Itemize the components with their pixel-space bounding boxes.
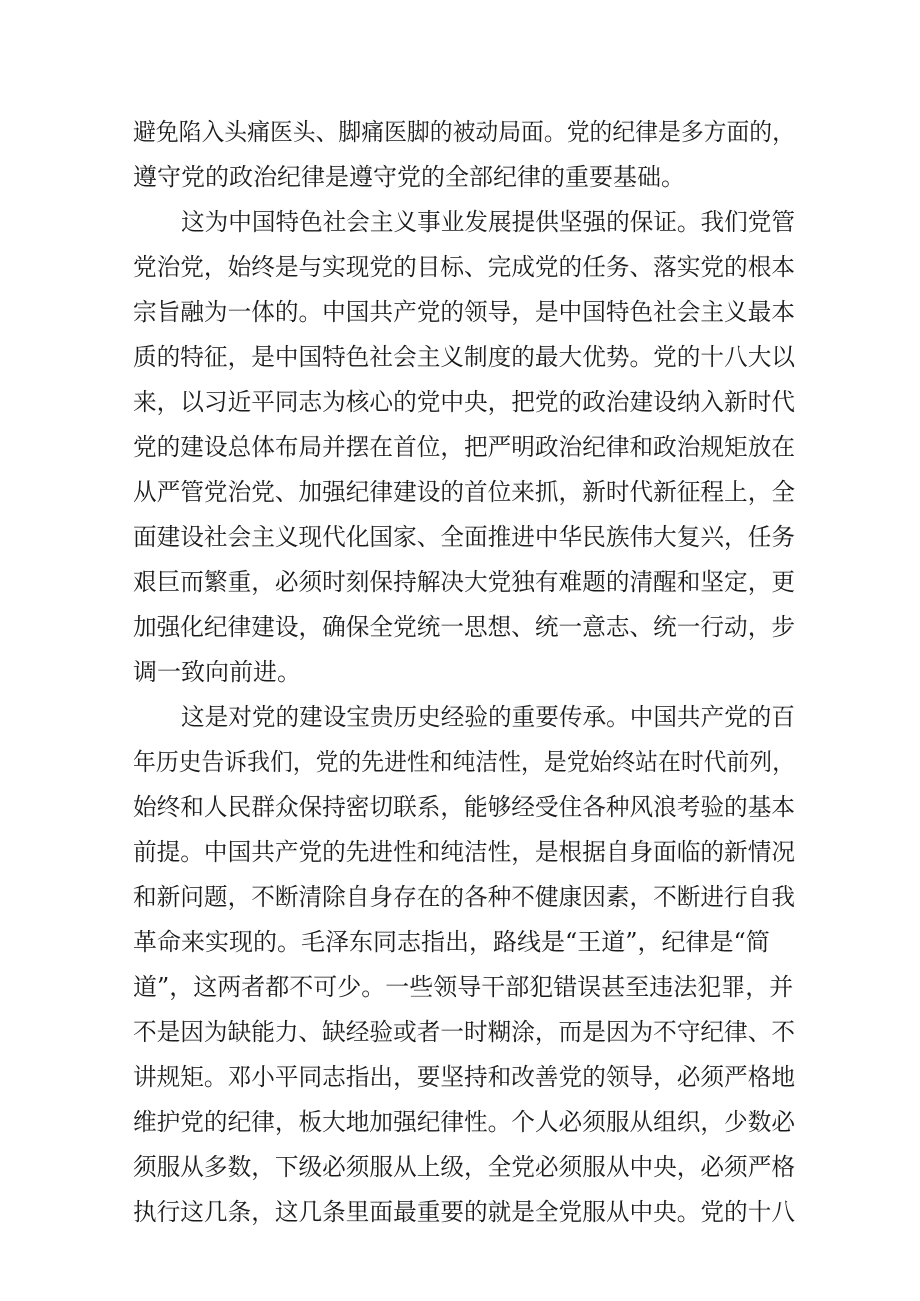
text-line: 不是因为缺能力、缺经验或者一时糊涂，而是因为不守纪律、不 <box>133 1018 795 1046</box>
text-line: 前提。中国共产党的先进性和纯洁性，是根据自身面临的新情况 <box>133 838 795 866</box>
text-line: 和新问题，不断清除自身存在的各种不健康因素，不断进行自我 <box>133 883 795 911</box>
text-line: 面建设社会主义现代化国家、全面推进中华民族伟大复兴，任务 <box>133 523 795 551</box>
text-line: 调一致向前进。 <box>133 658 301 686</box>
text-line: 维护党的纪律，板大地加强纪律性。个人必须服从组织，少数必 <box>133 1108 795 1136</box>
text-line: 加强化纪律建设，确保全党统一思想、统一意志、统一行动，步 <box>133 613 795 641</box>
text-line: 始终和人民群众保持密切联系，能够经受住各种风浪考验的基本 <box>133 793 795 821</box>
text-line: 须服从多数，下级必须服从上级，全党必须服从中央，必须严格 <box>133 1153 795 1181</box>
text-line: 执行这几条，这几条里面最重要的就是全党服从中央。党的十八 <box>133 1198 795 1226</box>
text-line: 道”，这两者都不可少。一些领导干部犯错误甚至违法犯罪，并 <box>133 973 794 1001</box>
text-line: 避免陷入头痛医头、脚痛医脚的被动局面。党的纪律是多方面的， <box>133 118 795 146</box>
text-line: 党的建设总体布局并摆在首位，把严明政治纪律和政治规矩放在 <box>133 433 795 461</box>
text-line: 质的特征，是中国特色社会主义制度的最大优势。党的十八大以 <box>133 343 795 371</box>
text-line: 从严管党治党、加强纪律建设的首位来抓，新时代新征程上，全 <box>133 478 795 506</box>
text-line: 年历史告诉我们，党的先进性和纯洁性，是党始终站在时代前列， <box>133 748 795 776</box>
text-line: 遵守党的政治纪律是遵守党的全部纪律的重要基础。 <box>133 163 685 191</box>
text-line: 革命来实现的。毛泽东同志指出，路线是“王道”，纪律是“简 <box>133 928 770 956</box>
text-line: 党治党，始终是与实现党的目标、完成党的任务、落实党的根本 <box>133 253 795 281</box>
text-line: 讲规矩。邓小平同志指出，要坚持和改善党的领导，必须严格地 <box>133 1063 795 1091</box>
text-line: 来，以习近平同志为核心的党中央，把党的政治建设纳入新时代 <box>133 388 795 416</box>
text-line: 宗旨融为一体的。中国共产党的领导，是中国特色社会主义最本 <box>133 298 795 326</box>
text-line: 艰巨而繁重，必须时刻保持解决大党独有难题的清醒和坚定，更 <box>133 568 795 596</box>
text-line: 这是对党的建设宝贵历史经验的重要传承。中国共产党的百 <box>181 703 796 731</box>
text-line: 这为中国特色社会主义事业发展提供坚强的保证。我们党管 <box>181 208 796 236</box>
